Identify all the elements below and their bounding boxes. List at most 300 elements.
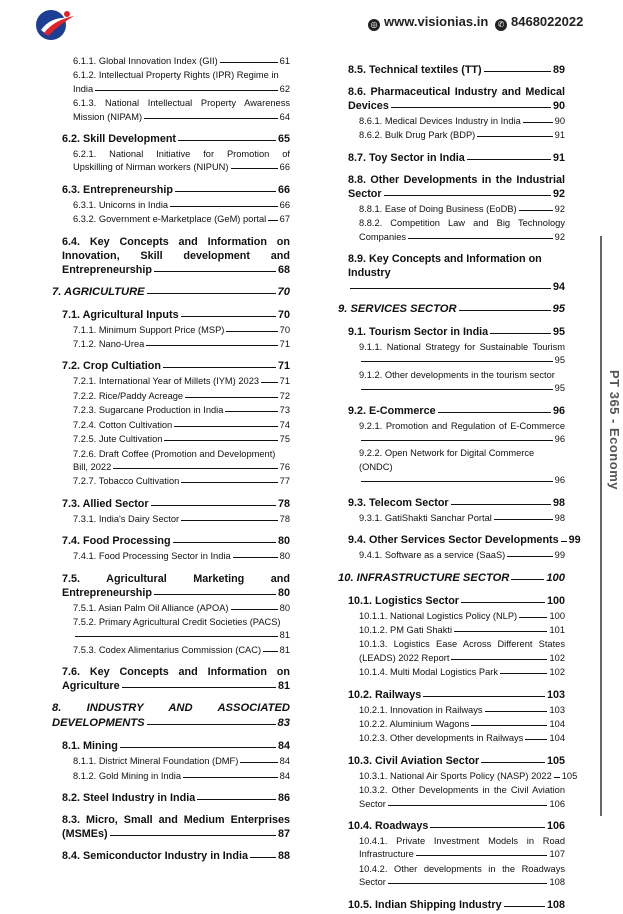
toc-entry-line (359, 652, 565, 665)
dot-leader (361, 361, 553, 362)
toc-page-number: 61 (279, 56, 290, 66)
toc-entry[interactable] (338, 624, 565, 637)
toc-entry-title: 7.5.1. Asian Palm Oil Alliance (APOA) (73, 602, 229, 613)
toc-entry-line (359, 129, 565, 142)
toc-page-number: 95 (552, 326, 565, 339)
toc-entry[interactable] (338, 404, 565, 418)
toc-entry[interactable] (52, 419, 290, 432)
toc-entry[interactable] (52, 55, 290, 68)
toc-page-number: 76 (279, 461, 290, 472)
toc-page-number: 81 (279, 630, 290, 641)
toc-page-number: 92 (554, 231, 565, 242)
toc-entry[interactable] (338, 151, 565, 165)
toc-entry-title: Agriculture (62, 680, 120, 693)
phone-number[interactable] (495, 14, 583, 31)
toc-page-number: 78 (279, 513, 290, 524)
toc-entry-line (62, 849, 290, 863)
toc-entry-line (73, 324, 290, 337)
toc-entry[interactable] (52, 132, 290, 146)
dot-leader (511, 579, 544, 580)
toc-page-number: 90 (552, 100, 565, 112)
dot-leader (151, 505, 276, 506)
toc-entry-lead: 7.6. Key Concepts and Information on (62, 666, 290, 679)
toc-entry-title: 9. SERVICES SECTOR (338, 303, 457, 316)
toc-entry-line (62, 497, 290, 511)
dot-leader (225, 411, 277, 412)
toc-page-number: 100 (546, 571, 565, 584)
toc-entry-lead: 8.3. Micro, Small and Medium Enterprises (62, 813, 290, 826)
toc-page-number: 99 (568, 534, 581, 547)
toc-entry[interactable] (338, 420, 565, 447)
toc-entry-line (62, 586, 290, 600)
toc-entry[interactable] (338, 688, 565, 702)
phone-text: 8468022022 (511, 14, 584, 29)
toc-entry[interactable] (338, 115, 565, 128)
toc-entry[interactable] (52, 390, 290, 403)
toc-entry[interactable] (338, 63, 565, 77)
toc-entry-lead: 9.1.2. Other developments in the tourism sector (359, 369, 555, 380)
toc-entry[interactable] (52, 475, 290, 488)
toc-entry-title: 8.1.1. District Mineral Foundation (DMF) (73, 756, 239, 767)
toc-entry-title: 6.3.1. Unicorns in India (73, 199, 169, 210)
toc-entry[interactable] (52, 513, 290, 526)
toc-entry-title: Upskilling of Nirman workers (NIPUN) (73, 162, 229, 173)
toc-entry-line (73, 55, 290, 68)
toc-entry-line (73, 461, 290, 474)
toc-entry-line (348, 404, 565, 418)
toc-entry-title: 7.2.5. Jute Cultivation (73, 434, 163, 445)
toc-entry-line (348, 151, 565, 165)
toc-entry-line (62, 679, 290, 693)
toc-entry-line (62, 359, 290, 373)
toc-entry-line (73, 199, 290, 212)
side-label: PT 365 - Economy (607, 370, 622, 490)
dot-leader (388, 805, 548, 806)
toc-page-number: 66 (277, 183, 290, 196)
toc-page-number: 65 (277, 133, 290, 146)
toc-entry-line (73, 644, 290, 657)
dot-leader (519, 210, 553, 211)
dot-leader (361, 389, 553, 390)
toc-entry[interactable] (338, 85, 565, 113)
toc-entry-line (359, 549, 565, 562)
toc-entry-lead: 9.2.1. Promotion and Regulation of E-Commerce (359, 420, 565, 431)
toc-entry-line (348, 63, 565, 77)
toc-entry-title: (LEADS) 2022 Report (359, 652, 450, 663)
toc-page-number: 84 (279, 770, 290, 781)
toc-entry[interactable] (338, 447, 565, 487)
toc-entry-title: 7.3. Allied Sector (62, 497, 149, 510)
toc-entry-title: 8.1.2. Gold Mining in India (73, 770, 182, 781)
toc-entry-line (52, 285, 290, 300)
website-text: www.visionias.in (384, 14, 489, 29)
toc-entry-title: Sector (359, 798, 386, 809)
toc-entry[interactable] (52, 701, 290, 731)
toc-entry-lead: 10.3.2. Other Developments in the Civil Aviation (359, 785, 565, 796)
dot-leader (181, 316, 276, 317)
toc-entry-title: 10.1.2. PM Gati Shakti (359, 624, 453, 635)
toc-entry-title: 10.5. Indian Shipping Industry (348, 898, 502, 911)
toc-page-number: 84 (279, 756, 290, 767)
toc-entry-line (359, 732, 565, 745)
toc-entry-title: 10.2. Railways (348, 688, 422, 701)
dot-leader (485, 711, 548, 712)
toc-entry-title: 7.2.3. Sugarcane Production in India (73, 405, 224, 416)
toc-entry[interactable] (338, 732, 565, 745)
toc-entry-line (348, 594, 565, 608)
toc-entry[interactable] (338, 512, 565, 525)
toc-page-number: 98 (552, 496, 565, 509)
toc-entry-lead: 10.4.1. Private Investment Models in Road (359, 835, 565, 846)
toc-entry[interactable] (52, 644, 290, 657)
dot-leader (494, 519, 553, 520)
toc-entry-title: 9.2. E-Commerce (348, 404, 436, 417)
dot-leader (477, 136, 552, 137)
toc-entry-title: 8.7. Toy Sector in India (348, 151, 465, 164)
dot-leader (263, 651, 278, 652)
toc-page-number: 91 (552, 151, 565, 164)
toc-entry-title: 10. INFRASTRUCTURE SECTOR (338, 571, 510, 584)
toc-page-number: 100 (546, 594, 565, 607)
dot-leader (181, 520, 278, 521)
toc-page-number: 102 (549, 652, 565, 663)
toc-entry[interactable] (338, 610, 565, 623)
toc-entry[interactable] (338, 898, 565, 912)
toc-entry-line (73, 475, 290, 488)
toc-entry-title: 7.5.3. Codex Alimentarius Commission (CAC) (73, 644, 262, 655)
toc-page-number: 100 (549, 610, 565, 621)
toc-entry-title: 10.2.1. Innovation in Railways (359, 704, 483, 715)
toc-entry-line (62, 263, 290, 277)
toc-page-number: 71 (279, 376, 290, 387)
toc-entry[interactable] (52, 665, 290, 693)
dot-leader (268, 220, 277, 221)
toc-entry[interactable] (52, 199, 290, 212)
toc-page-number: 66 (279, 162, 290, 173)
toc-entry[interactable] (52, 213, 290, 226)
toc-entry[interactable] (338, 704, 565, 717)
website-link[interactable] (368, 14, 488, 31)
vision-ias-logo (34, 8, 78, 42)
dot-leader (504, 906, 545, 907)
toc-page-number: 75 (279, 434, 290, 445)
toc-entry-title: 10.1.1. National Logistics Policy (NLP) (359, 610, 518, 621)
toc-entry[interactable] (338, 252, 565, 294)
toc-entry-line (348, 187, 565, 201)
toc-entry[interactable] (52, 550, 290, 563)
toc-page-number: 71 (277, 360, 290, 373)
toc-entry[interactable] (338, 549, 565, 562)
toc-entry[interactable] (52, 375, 290, 388)
dot-leader (95, 90, 277, 91)
toc-page-number: 81 (279, 644, 290, 655)
toc-entry-lead: 6.1.3. National Intellectual Property Awareness (73, 98, 290, 109)
toc-page-number: 62 (279, 83, 290, 94)
toc-entry-title: 8.8.1. Ease of Doing Business (EoDB) (359, 203, 517, 214)
toc-page-number: 104 (549, 718, 565, 729)
toc-page-number: 64 (279, 111, 290, 122)
page-header (0, 0, 623, 44)
toc-entry-title: 9.1. Tourism Sector in India (348, 326, 489, 339)
dot-leader (525, 739, 547, 740)
toc-entry-line (338, 571, 565, 586)
toc-entry[interactable] (338, 638, 565, 665)
toc-entry-lead: 7.5.2. Primary Agricultural Credit Societies (PACS) (73, 616, 281, 627)
toc-entry[interactable] (338, 325, 565, 339)
toc-entry[interactable] (338, 203, 565, 216)
toc-page-number: 71 (279, 339, 290, 350)
dot-leader (174, 426, 277, 427)
dot-leader (451, 659, 547, 660)
toc-entry[interactable] (338, 666, 565, 679)
toc-entry-title: 6.2. Skill Development (62, 133, 177, 146)
toc-page-number: 90 (554, 116, 565, 126)
toc-page-number: 104 (549, 733, 565, 744)
toc-page-number: 74 (279, 419, 290, 430)
toc-entry[interactable] (338, 863, 565, 890)
dot-leader (250, 857, 276, 858)
dot-leader (181, 482, 277, 483)
toc-entry[interactable] (52, 791, 290, 805)
dot-leader (500, 673, 547, 674)
toc-page-number: 103 (549, 704, 565, 715)
toc-entry[interactable] (52, 497, 290, 511)
dot-leader (233, 557, 278, 558)
dot-leader (175, 191, 276, 192)
toc-entry-line (73, 375, 290, 388)
toc-entry-title: Sector (359, 877, 386, 888)
toc-entry-title: Devices (348, 100, 389, 112)
toc-page-number: 96 (554, 434, 565, 445)
toc-entry[interactable] (338, 129, 565, 142)
toc-entry[interactable] (52, 285, 290, 300)
toc-entry-line (62, 827, 290, 841)
toc-entry[interactable] (338, 369, 565, 396)
toc-entry[interactable] (338, 835, 565, 862)
toc-entry-title: 7.2.2. Rice/Paddy Acreage (73, 390, 184, 401)
toc-entry[interactable] (338, 533, 581, 547)
toc-page-number: 98 (554, 512, 565, 523)
toc-entry-title: (MSMEs) (62, 827, 108, 840)
toc-entry-line (359, 704, 565, 717)
toc-entry-line (73, 161, 290, 174)
toc-entry[interactable] (338, 594, 565, 608)
toc-entry[interactable] (338, 341, 565, 368)
toc-entry[interactable] (52, 739, 290, 753)
dot-leader (164, 440, 277, 441)
toc-entry-line (73, 433, 290, 446)
toc-page-number: 99 (554, 550, 565, 561)
toc-entry[interactable] (338, 571, 565, 586)
toc-entry[interactable] (338, 173, 565, 201)
toc-page-number: 77 (279, 476, 290, 487)
toc-entry-title: 8.6.2. Bulk Drug Park (BDP) (359, 130, 476, 141)
toc-entry-line (348, 325, 565, 339)
toc-entry-line (73, 338, 290, 351)
toc-entry-title: 7.1. Agricultural Inputs (62, 308, 179, 321)
toc-entry-line (348, 280, 565, 294)
toc-entry-line (359, 770, 578, 783)
toc-entry-line (348, 99, 565, 113)
toc-entry-title: 7.4.1. Food Processing Sector in India (73, 551, 231, 562)
toc-page-number: 103 (546, 688, 565, 701)
toc-entry-line (73, 419, 290, 432)
toc-entry[interactable] (52, 572, 290, 600)
toc-entry[interactable] (52, 324, 290, 337)
toc-entry-line (62, 739, 290, 753)
toc-entry-lead: 8. INDUSTRY AND ASSOCIATED (52, 702, 290, 715)
dot-leader (154, 594, 276, 595)
toc-page-number: 80 (279, 602, 290, 613)
dot-leader (523, 122, 553, 123)
toc-entry[interactable] (52, 616, 290, 643)
toc-left-column (52, 55, 290, 865)
toc-entry[interactable] (52, 534, 290, 548)
toc-entry[interactable] (338, 754, 565, 768)
toc-entry-title: 7.2.7. Tobacco Cultivation (73, 476, 180, 487)
toc-entry-title: 10.2.3. Other developments in Railways (359, 733, 524, 744)
toc-entry[interactable] (52, 359, 290, 373)
toc-entry-title: 8.5. Technical textiles (TT) (348, 64, 482, 76)
dot-leader (75, 636, 278, 637)
toc-entry-title: 10.1. Logistics Sector (348, 594, 460, 607)
dot-leader (384, 195, 551, 196)
toc-entry[interactable] (338, 217, 565, 244)
toc-entry[interactable] (52, 69, 290, 96)
toc-page-number: 92 (552, 187, 565, 200)
toc-entry-line (359, 512, 565, 525)
toc-entry-line (52, 716, 290, 731)
toc-entry-line (73, 550, 290, 563)
toc-entry-lead: 9.2.2. Open Network for Digital Commerce (ONDC) (359, 448, 535, 472)
toc-entry[interactable] (338, 718, 565, 731)
dot-leader (185, 397, 278, 398)
toc-page-number: 96 (554, 475, 565, 486)
toc-entry-line (359, 354, 565, 367)
dot-leader (144, 118, 278, 119)
toc-page-number: 108 (546, 898, 565, 911)
toc-entry-title: Sector (348, 187, 382, 200)
toc-entry[interactable] (338, 302, 565, 317)
toc-entry[interactable] (338, 784, 565, 811)
dot-leader (388, 883, 548, 884)
dot-leader (113, 468, 277, 469)
toc-entry[interactable] (338, 496, 565, 510)
toc-entry-lead: 10.4.2. Other developments in the Roadways (359, 863, 565, 874)
toc-page-number: 87 (277, 827, 290, 840)
dot-leader (561, 541, 567, 542)
toc-entry[interactable] (52, 235, 290, 277)
toc-entry[interactable] (52, 148, 290, 175)
dot-leader (467, 159, 551, 160)
toc-entry-title: DEVELOPMENTS (52, 717, 145, 730)
dot-leader (110, 835, 276, 836)
toc-page-number: 80 (277, 586, 290, 599)
toc-page-number: 106 (546, 819, 565, 832)
dot-leader (122, 687, 276, 688)
toc-entry-line (359, 666, 565, 679)
toc-entry[interactable] (52, 602, 290, 615)
toc-entry[interactable] (52, 448, 290, 475)
dot-leader (173, 542, 276, 543)
toc-entry[interactable] (52, 183, 290, 197)
toc-entry[interactable] (52, 308, 290, 322)
toc-entry-lead: 10.1.3. Logistics Ease Across Different States (359, 639, 565, 650)
toc-page-number: 95 (552, 303, 565, 316)
globe-icon: ◎ (368, 19, 380, 31)
toc-entry-title: Bill, 2022 (73, 461, 112, 472)
toc-entry-line (348, 898, 565, 912)
toc-page-number: 108 (549, 877, 565, 888)
toc-entry-title: 8.1. Mining (62, 740, 118, 753)
toc-entry[interactable] (338, 770, 578, 783)
toc-entry[interactable] (52, 404, 290, 417)
toc-entry-title: India (73, 83, 94, 94)
toc-page-number: 91 (554, 130, 565, 141)
toc-entry-line (73, 390, 290, 403)
dot-leader (507, 556, 552, 557)
dot-leader (163, 367, 276, 368)
toc-entry[interactable] (52, 433, 290, 446)
dot-leader (471, 725, 547, 726)
toc-entry-title: 10.4. Roadways (348, 819, 429, 832)
toc-page-number: 88 (277, 849, 290, 862)
toc-page-number: 106 (549, 798, 565, 809)
dot-leader (408, 238, 553, 239)
toc-entry-title: Mission (NIPAM) (73, 111, 143, 122)
dot-leader (484, 71, 551, 72)
toc-entry[interactable] (52, 97, 290, 124)
toc-entry-line (348, 533, 581, 547)
toc-entry-line (359, 718, 565, 731)
dot-leader (438, 412, 551, 413)
toc-entry-title: Entrepreneurship (62, 263, 152, 276)
toc-entry-title: 7.4. Food Processing (62, 535, 171, 548)
toc-entry-line (73, 111, 290, 124)
dot-leader (481, 762, 545, 763)
toc-entry-title: 8.2. Steel Industry in India (62, 791, 196, 804)
toc-entry-line (359, 433, 565, 446)
toc-entry-title: 7.2.1. International Year of Millets (IYM) 2023 (73, 376, 260, 387)
dot-leader (461, 602, 545, 603)
dot-leader (490, 333, 551, 334)
toc-entry-lead: 7.2.6. Draft Coffee (Promotion and Development) (73, 448, 276, 459)
dot-leader (361, 440, 553, 441)
toc-entry[interactable] (52, 849, 290, 863)
dot-leader (147, 293, 276, 294)
toc-page-number: 95 (554, 355, 565, 366)
toc-entry-title: 6.3.2. Government e-Marketplace (GeM) portal (73, 214, 267, 225)
toc-entry-line (359, 382, 565, 395)
toc-entry[interactable] (52, 813, 290, 841)
toc-page-number: 89 (552, 64, 565, 76)
dot-leader (183, 777, 278, 778)
toc-entry[interactable] (52, 338, 290, 351)
dot-leader (240, 762, 277, 763)
toc-entry-title: 10.3.1. National Air Sports Policy (NASP) 2022 (359, 770, 552, 781)
dot-leader (231, 168, 278, 169)
dot-leader (220, 62, 278, 63)
toc-page-number: 102 (549, 667, 565, 678)
dot-leader (154, 271, 276, 272)
dot-leader (231, 609, 278, 610)
toc-page-number: 105 (561, 770, 578, 781)
toc-entry[interactable] (52, 755, 290, 768)
toc-page-number: 72 (279, 390, 290, 401)
toc-right-column (338, 55, 581, 914)
toc-entry[interactable] (52, 770, 290, 783)
toc-page-number: 95 (554, 383, 565, 394)
